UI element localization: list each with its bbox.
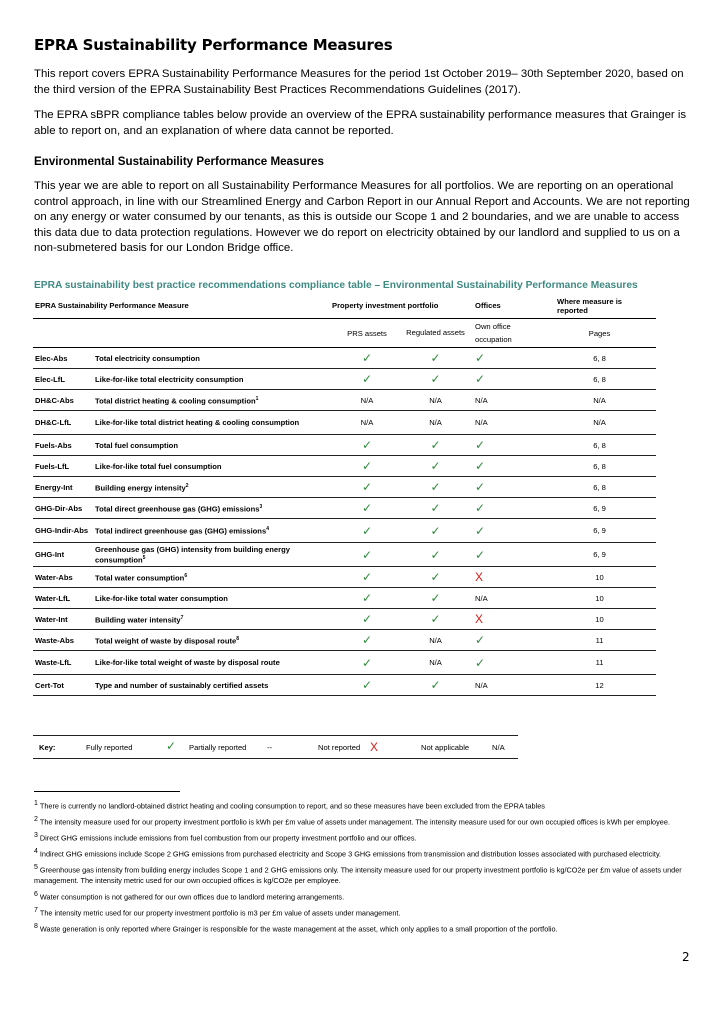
measure-code xyxy=(33,348,93,369)
measure-name-text: Greenhouse gas (GHG) intensity from building energy consumption xyxy=(95,544,290,565)
table-row xyxy=(33,609,656,630)
prs-status xyxy=(332,588,402,609)
prs-status xyxy=(332,609,402,630)
prs-status xyxy=(332,348,402,369)
office-status-text: N/A xyxy=(475,418,488,427)
key-not-reported-label: Not reported xyxy=(318,743,361,752)
check-icon: ✓ xyxy=(430,591,441,605)
footnote-text: There is currently no landlord-obtained district heating and cooling consumption to report, and so these measures have been excluded from the EPRA tables xyxy=(39,801,545,811)
section-paragraph: This year we are able to report on all Sustainability Performance Measures for all portfolios. We are reporting on an operational control approach, in line with our Streamlined Energy and Carbon Report in our Annual Report and Accounts. We are not reporting on any energy or water consumed by our tenants, as this is outside our Scope 1 and 2 boundaries, and we are unable to access this data due to data protection regulations. However we do report on electricity obtained by our landlord and supplied to us on a non-submetered basis for our London Bridge office. xyxy=(34,180,690,255)
intro-paragraph-1: This report covers EPRA Sustainability Performance Measures for the period 1st October 2019– 30th September 2020, based on the third version of the EPRA Sustainability Best Practices Recommendations Guidelines (2017). xyxy=(34,68,684,96)
measure-code-text: DH&C-Abs xyxy=(35,395,74,405)
office-status xyxy=(469,588,543,609)
regulated-status xyxy=(402,609,469,630)
prs-status xyxy=(332,411,402,435)
footnote-number: 6 xyxy=(34,890,38,898)
office-status xyxy=(469,369,543,390)
pages-ref xyxy=(543,519,656,543)
pages-ref xyxy=(543,411,656,435)
footnote-number: 4 xyxy=(34,848,38,856)
regulated-status xyxy=(402,348,469,369)
key-not-applicable-symbol: N/A xyxy=(492,743,505,752)
page-number: 2 xyxy=(682,950,690,964)
measure-name-text: Total fuel consumption xyxy=(95,440,178,450)
pages-ref xyxy=(543,675,656,696)
footnote xyxy=(34,831,690,844)
measure-name-text: Type and number of sustainably certified assets xyxy=(95,680,269,690)
office-status xyxy=(469,519,543,543)
table-row xyxy=(33,477,656,498)
measure-code xyxy=(33,651,93,675)
measure-code xyxy=(33,390,93,411)
check-icon: ✓ xyxy=(430,372,441,386)
regulated-status xyxy=(402,567,469,588)
key-partially-symbol: -- xyxy=(267,743,273,752)
subheader-own-office: Own office occupation xyxy=(469,319,543,348)
regulated-status xyxy=(402,435,469,456)
check-icon: ✓ xyxy=(361,570,373,584)
prs-status xyxy=(332,435,402,456)
measure-name xyxy=(93,477,332,498)
measure-code xyxy=(33,588,93,609)
key-label: Key: xyxy=(39,743,56,752)
check-icon: ✓ xyxy=(361,501,373,515)
pages-ref xyxy=(543,609,656,630)
office-status xyxy=(469,630,543,651)
check-icon: ✓ xyxy=(430,678,441,692)
measure-name xyxy=(93,456,332,477)
measure-name xyxy=(93,567,332,588)
regulated-status-text: N/A xyxy=(429,635,442,645)
office-status xyxy=(469,651,543,675)
measure-name-text: Total electricity consumption xyxy=(95,353,200,363)
table-row xyxy=(33,588,656,609)
measure-name xyxy=(93,411,332,435)
prs-status xyxy=(332,519,402,543)
office-status xyxy=(469,498,543,519)
check-icon: ✓ xyxy=(475,372,486,386)
check-icon: ✓ xyxy=(475,438,486,452)
prs-status xyxy=(332,675,402,696)
table-row xyxy=(33,498,656,519)
measure-code xyxy=(33,675,93,696)
pages-ref xyxy=(543,435,656,456)
prs-status-text: N/A xyxy=(360,418,374,427)
footnote xyxy=(34,906,690,919)
measure-name xyxy=(93,588,332,609)
measure-code xyxy=(33,609,93,630)
table-subheader-row xyxy=(33,319,656,348)
prs-status xyxy=(332,630,402,651)
office-status xyxy=(469,543,543,567)
table-row xyxy=(33,348,656,369)
check-icon: ✓ xyxy=(475,523,486,538)
office-status-text: N/A xyxy=(475,593,488,603)
prs-status-text: N/A xyxy=(360,395,374,405)
measure-name xyxy=(93,630,332,651)
key-fully-label: Fully reported xyxy=(86,743,133,752)
key-not-applicable-label: Not applicable xyxy=(421,743,470,752)
measure-code xyxy=(33,630,93,651)
measure-name-text: Total indirect greenhouse gas (GHG) emissions xyxy=(95,526,267,536)
table-header-row xyxy=(33,293,656,319)
header-property-portfolio: Property investment portfolio xyxy=(332,293,469,319)
table-row xyxy=(33,390,656,411)
header-where-reported: Where measure is reported xyxy=(543,293,656,319)
intro-paragraph-2: The EPRA sBPR compliance tables below provide an overview of the EPRA sustainability performance measures that Grainger is able to report on, and an explanation of where data cannot be reported. xyxy=(34,109,687,137)
compliance-table xyxy=(33,293,656,696)
pages-ref-text: 12 xyxy=(595,680,604,690)
subheader-pages: Pages xyxy=(543,319,656,348)
pages-ref-text: 6, 9 xyxy=(593,503,606,513)
regulated-status xyxy=(402,588,469,609)
footnote-text: Waste generation is only reported where Grainger is responsible for the waste management at the asset, which only applies to a small proportion of the portfolio. xyxy=(39,924,558,934)
regulated-status xyxy=(402,519,469,543)
measure-name-text: Like-for-like total electricity consumption xyxy=(95,374,244,384)
office-status xyxy=(469,411,543,435)
check-icon: ✓ xyxy=(361,591,373,605)
regulated-status xyxy=(402,477,469,498)
footnote-ref: 2 xyxy=(185,482,189,489)
check-icon: ✓ xyxy=(475,633,486,647)
pages-ref-text: N/A xyxy=(593,395,606,405)
measure-name-text: Total direct greenhouse gas (GHG) emissions xyxy=(95,504,260,514)
measure-code-text: Elec-LfL xyxy=(35,374,65,384)
pages-ref xyxy=(543,456,656,477)
measure-code-text: DH&C-LfL xyxy=(35,418,72,427)
table-row xyxy=(33,519,656,543)
check-icon: ✓ xyxy=(361,523,373,538)
regulated-status xyxy=(402,390,469,411)
footnote-text: Water consumption is not gathered for our own offices due to landlord metering arrangements. xyxy=(39,892,345,902)
regulated-status xyxy=(402,498,469,519)
measure-code-text: GHG-Int xyxy=(35,550,65,559)
office-status-text: N/A xyxy=(475,680,488,690)
table-row xyxy=(33,456,656,477)
pages-ref xyxy=(543,543,656,567)
pages-ref-text: 10 xyxy=(595,614,604,624)
footnote-ref: 4 xyxy=(266,526,269,533)
check-icon: ✓ xyxy=(361,547,373,562)
office-status xyxy=(469,609,543,630)
measure-name xyxy=(93,675,332,696)
table-row xyxy=(33,651,656,675)
footnote-number: 8 xyxy=(34,922,38,930)
office-status xyxy=(469,477,543,498)
measure-code-text: Water-Abs xyxy=(35,572,73,582)
pages-ref-text: 11 xyxy=(595,635,604,645)
check-icon: ✓ xyxy=(361,459,373,473)
regulated-status xyxy=(402,675,469,696)
footnote-ref: 7 xyxy=(180,614,184,621)
pages-ref-text: 6, 8 xyxy=(593,440,606,450)
check-icon: ✓ xyxy=(361,678,373,692)
cross-icon: X xyxy=(475,612,484,626)
pages-ref-text: N/A xyxy=(593,418,606,427)
check-icon: ✓ xyxy=(361,655,373,670)
key-check-icon: ✓ xyxy=(166,739,177,753)
pages-ref-text: 6, 8 xyxy=(593,374,606,384)
regulated-status xyxy=(402,651,469,675)
measure-code xyxy=(33,519,93,543)
footnote-number: 3 xyxy=(34,832,38,840)
key-cross-icon: X xyxy=(370,740,379,754)
measure-code-text: Energy-Int xyxy=(35,482,73,492)
check-icon: ✓ xyxy=(361,438,373,452)
check-icon: ✓ xyxy=(361,351,373,365)
prs-status xyxy=(332,369,402,390)
regulated-status-text: N/A xyxy=(429,395,442,405)
pages-ref-text: 6, 8 xyxy=(593,482,606,492)
measure-name-text: Like-for-like total fuel consumption xyxy=(95,461,222,471)
page-title: EPRA Sustainability Performance Measures xyxy=(34,36,393,54)
regulated-status xyxy=(402,630,469,651)
pages-ref-text: 10 xyxy=(595,572,604,582)
measure-code xyxy=(33,369,93,390)
footnote xyxy=(34,922,690,935)
pages-ref-text: 6, 8 xyxy=(593,353,606,363)
measure-name xyxy=(93,543,332,567)
measure-code-text: Waste-LfL xyxy=(35,658,72,667)
prs-status xyxy=(332,498,402,519)
table-title: EPRA sustainability best practice recommendations compliance table – Environmental Sustainability Performance Measures xyxy=(34,280,638,291)
pages-ref-text: 6, 8 xyxy=(593,461,606,471)
check-icon: ✓ xyxy=(361,612,373,626)
prs-status xyxy=(332,456,402,477)
table-row xyxy=(33,630,656,651)
office-status xyxy=(469,390,543,411)
measure-name xyxy=(93,435,332,456)
measure-name xyxy=(93,390,332,411)
subheader-prs: PRS assets xyxy=(332,319,402,348)
regulated-status-text: N/A xyxy=(429,658,442,667)
pages-ref xyxy=(543,348,656,369)
measure-name xyxy=(93,348,332,369)
check-icon: ✓ xyxy=(430,501,441,515)
footnote-ref: 6 xyxy=(184,572,188,579)
footnote-text: The intensity measure used for our property investment portfolio is kWh per £m value of assets under management. The intensity measure used for our own occupied offices is kWh per employee. xyxy=(39,817,670,827)
footnote xyxy=(34,863,690,887)
regulated-status-text: N/A xyxy=(429,418,442,427)
footnote-text: The intensity metric used for our property investment portfolio is m3 per £m value of assets under management. xyxy=(39,908,401,918)
header-measure: EPRA Sustainability Performance Measure xyxy=(33,293,332,319)
footnote-number: 5 xyxy=(34,864,38,872)
measure-code-text: Water-Int xyxy=(35,614,68,624)
pages-ref xyxy=(543,588,656,609)
pages-ref xyxy=(543,567,656,588)
office-status xyxy=(469,567,543,588)
measure-name xyxy=(93,498,332,519)
measure-name xyxy=(93,519,332,543)
footnote-ref: 3 xyxy=(259,503,263,510)
measure-name-text: Total water consumption xyxy=(95,573,185,583)
measure-code xyxy=(33,435,93,456)
measure-code xyxy=(33,411,93,435)
footnote xyxy=(34,890,690,903)
regulated-status xyxy=(402,369,469,390)
pages-ref-text: 11 xyxy=(595,658,604,667)
check-icon: ✓ xyxy=(475,501,486,515)
check-icon: ✓ xyxy=(475,655,486,670)
prs-status xyxy=(332,390,402,411)
footnote-ref: 8 xyxy=(236,635,239,642)
measure-name-text: Like-for-like total district heating & cooling consumption xyxy=(95,418,300,427)
pages-ref xyxy=(543,369,656,390)
pages-ref-text: 10 xyxy=(595,593,604,603)
office-status xyxy=(469,348,543,369)
table-row xyxy=(33,369,656,390)
cross-icon: X xyxy=(475,570,484,584)
pages-ref xyxy=(543,477,656,498)
measure-code xyxy=(33,567,93,588)
measure-code-text: GHG-Dir-Abs xyxy=(35,503,83,513)
pages-ref xyxy=(543,651,656,675)
regulated-status xyxy=(402,543,469,567)
check-icon: ✓ xyxy=(475,351,486,365)
table-row xyxy=(33,567,656,588)
office-status xyxy=(469,675,543,696)
footnote-number: 1 xyxy=(34,800,38,807)
footnote-number: 7 xyxy=(34,906,38,914)
regulated-status xyxy=(402,411,469,435)
measure-name-text: Like-for-like total weight of waste by disposal route xyxy=(95,658,280,667)
key-partially-label: Partially reported xyxy=(189,743,247,752)
table-row xyxy=(33,435,656,456)
measure-code xyxy=(33,543,93,567)
regulated-status xyxy=(402,456,469,477)
office-status-text: N/A xyxy=(475,395,488,405)
measure-name-text: Total weight of waste by disposal route xyxy=(95,636,237,646)
office-status xyxy=(469,456,543,477)
prs-status xyxy=(332,651,402,675)
measure-code-text: GHG-Indir-Abs xyxy=(35,526,89,535)
check-icon: ✓ xyxy=(430,459,441,473)
subheader-regulated: Regulated assets xyxy=(402,319,469,348)
section-heading: Environmental Sustainability Performance Measures xyxy=(34,155,324,168)
footnote-text: Indirect GHG emissions include Scope 2 GHG emissions from purchased electricity and Scope 3 GHG emissions from transmission and distribution losses associated with purchased electricity. xyxy=(39,849,662,859)
measure-code xyxy=(33,477,93,498)
measure-name xyxy=(93,369,332,390)
measure-name-text: Total district heating & cooling consumption xyxy=(95,396,256,406)
measure-name-text: Building energy intensity xyxy=(95,483,186,493)
footnote-text: Direct GHG emissions include emissions from fuel combustion from our property investment portfolio and our offices. xyxy=(39,833,417,843)
footnote xyxy=(34,799,690,812)
measure-code xyxy=(33,456,93,477)
measure-code-text: Elec-Abs xyxy=(35,353,68,363)
table-row xyxy=(33,411,656,435)
footnote-ref: 1 xyxy=(255,395,259,402)
measure-code-text: Waste-Abs xyxy=(35,635,74,645)
office-status xyxy=(469,435,543,456)
pages-ref xyxy=(543,390,656,411)
measure-name xyxy=(93,651,332,675)
footnote-number: 2 xyxy=(34,816,38,824)
check-icon: ✓ xyxy=(361,480,373,494)
check-icon: ✓ xyxy=(475,480,486,494)
measure-code-text: Fuels-Abs xyxy=(35,440,72,450)
check-icon: ✓ xyxy=(475,459,486,473)
check-icon: ✓ xyxy=(361,633,373,647)
measure-name-text: Like-for-like total water consumption xyxy=(95,593,228,603)
check-icon: ✓ xyxy=(430,547,441,562)
footnote xyxy=(34,847,690,860)
footnote xyxy=(34,815,690,828)
footnotes xyxy=(34,799,690,938)
pages-ref xyxy=(543,630,656,651)
header-offices: Offices xyxy=(469,293,543,319)
footnote-ref: 5 xyxy=(142,554,146,561)
prs-status xyxy=(332,567,402,588)
prs-status xyxy=(332,477,402,498)
pages-ref-text: 6, 9 xyxy=(593,526,606,535)
prs-status xyxy=(332,543,402,567)
check-icon: ✓ xyxy=(430,480,441,494)
check-icon: ✓ xyxy=(430,570,441,584)
table-row xyxy=(33,543,656,567)
measure-code-text: Fuels-LfL xyxy=(35,461,70,471)
key-legend xyxy=(33,735,518,759)
footnote-divider xyxy=(34,791,180,792)
check-icon: ✓ xyxy=(430,351,441,365)
check-icon: ✓ xyxy=(430,523,441,538)
pages-ref xyxy=(543,498,656,519)
measure-code-text: Cert-Tot xyxy=(35,680,64,690)
check-icon: ✓ xyxy=(475,547,486,562)
check-icon: ✓ xyxy=(361,372,373,386)
check-icon: ✓ xyxy=(430,612,441,626)
check-icon: ✓ xyxy=(430,438,441,452)
footnote-text: Greenhouse gas intensity from building energy includes Scope 1 and 2 GHG emissions only. The intensity measure used for our property investment portfolio is kg/CO2e per £m value of assets under management. The intensity metric used for our own occupied offices is kg/CO2e per employee. xyxy=(34,865,682,886)
measure-name xyxy=(93,609,332,630)
measure-code-text: Water-LfL xyxy=(35,593,71,603)
measure-code xyxy=(33,498,93,519)
pages-ref-text: 6, 9 xyxy=(593,550,606,559)
table-row xyxy=(33,675,656,696)
measure-name-text: Building water intensity xyxy=(95,615,181,625)
